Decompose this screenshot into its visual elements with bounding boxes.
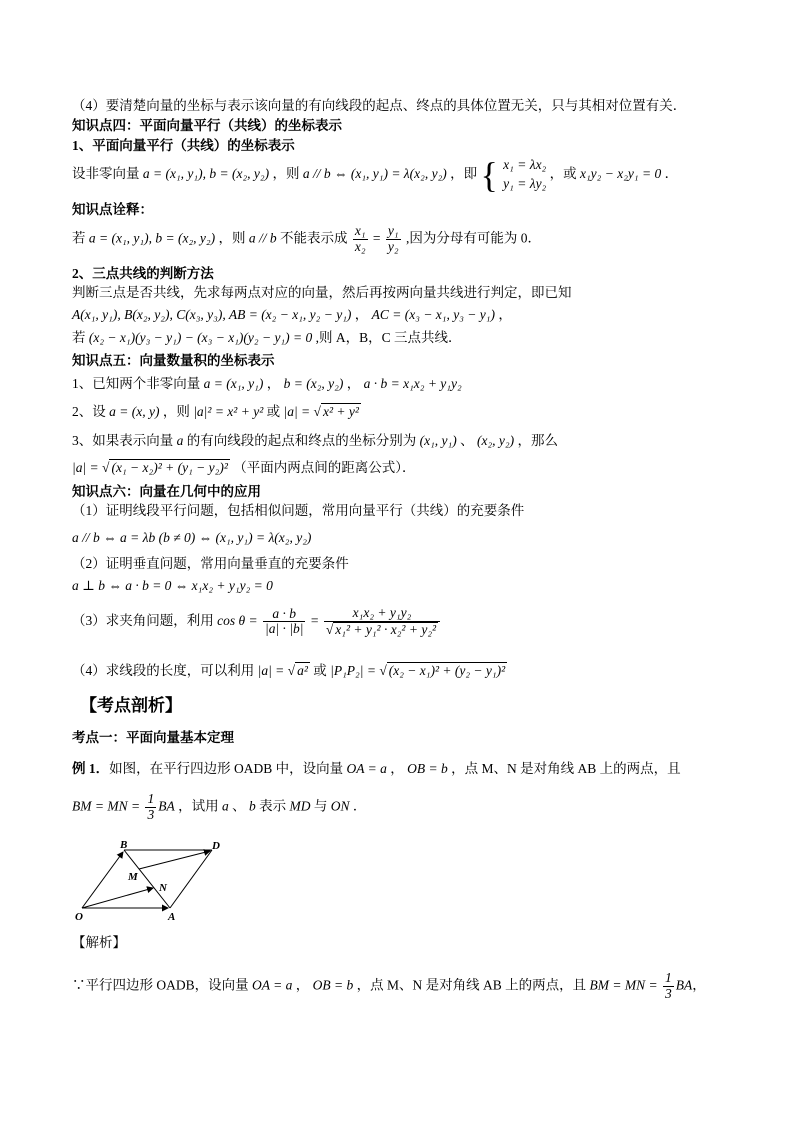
magnitude-line [72, 403, 734, 420]
section-title-analysis [80, 691, 182, 716]
label-a: A [168, 911, 176, 923]
fraction-y1-y2 [386, 224, 401, 255]
formula-b: b = (x₂, y₂) [283, 376, 344, 391]
text-vector-rep: 3、如果表示向量 [72, 433, 174, 448]
vector-md-line [139, 851, 210, 869]
heading-point-six-text: 知识点六：向量在几何中的应用 [72, 484, 261, 499]
application-3: （3）求夹角问题，利用 [72, 612, 214, 628]
text-line-note-4 [72, 98, 734, 114]
point-2: (x₂, y₂) [477, 433, 515, 448]
frac-num: 1 [147, 791, 155, 806]
example-text-1: 如图，在平行四边形 OADB 中，设向量 [109, 761, 344, 776]
heading-explanation-text: 知识点诠释： [72, 202, 153, 217]
comma: ， [390, 761, 404, 776]
formula-dot-product: a · b = x₁x₂ + y₁y₂ [363, 376, 462, 391]
formula-bm-mn: BM = MN = [72, 798, 141, 814]
separator: 、 [232, 798, 246, 814]
text-or: ，或 [549, 165, 577, 181]
frac-den: |a| · |b| [265, 621, 304, 637]
example-text-2: ，点 M、N 是对角线 AB 上的两点，且 [451, 761, 681, 776]
text-then: ，那么 [517, 433, 558, 448]
formula-oa: OA = a [346, 761, 387, 776]
text-then: ，则 [162, 404, 190, 419]
vector-ba: BA [675, 977, 693, 993]
solution-text-2: ，点 M、N 是对角线 AB 上的两点，且 [356, 977, 587, 993]
text-cannot-express: 不能表示成 [279, 230, 348, 246]
section-title-text: 【考点剖析】 [80, 696, 182, 716]
formula-magnitude-squared: |a|² = x² + y² [193, 404, 264, 419]
vector-md: MD [289, 798, 311, 814]
solution-line-1 [72, 971, 734, 1002]
formula-perpendicular-condition: a ⊥ b ⇔ a · b = 0 ⇔ x₁x₂ + y₁y₂ = 0 [72, 578, 273, 593]
system-eq-2: y₁ = λy₂ [503, 175, 547, 191]
solution-heading [72, 935, 734, 951]
equals-sign: = [310, 612, 319, 628]
example-1-line-2 [72, 792, 734, 823]
edge-ob [82, 852, 123, 908]
sqrt-symbol: √ [313, 404, 321, 419]
application-4: （4）求线段的长度，可以利用 [72, 663, 255, 678]
sqrt-radicand: x₁² + y₁² · x₂² + y₂² [335, 621, 437, 637]
heading-point-four-text: 知识点四：平面向量平行（共线）的坐标表示 [72, 118, 342, 133]
sqrt-radicand: (x₂ − x₁)² + (y₂ − y₁)² [388, 663, 506, 678]
formula-ob: OB = b [312, 977, 354, 993]
heading-point-four [72, 118, 734, 134]
frac-num: x₁x₂ + y₁y₂ [324, 606, 440, 622]
vector-on-line [82, 888, 153, 908]
formula-vectors-ab: a = (x₁, y₁), b = (x₂, y₂) [142, 165, 270, 181]
label-n: N [159, 882, 167, 894]
frac-den: √ x₁² + y₁² · x₂² + y₂² [325, 621, 437, 637]
topic-one-heading [72, 730, 734, 746]
subheading-three-points-text: 2、三点共线的判断方法 [72, 266, 214, 281]
note-4-text: （4）要清楚向量的坐标与表示该向量的有向线段的起点、终点的具体位置无关，只与其相对位置有关． [72, 98, 687, 113]
text-then-2: ，则 [218, 230, 246, 246]
fraction-dot-over-magnitudes [263, 607, 305, 638]
formula-oa: OA = a [252, 977, 293, 993]
vector-a: a [176, 433, 184, 448]
vector-a: a [221, 798, 229, 814]
sqrt-radicand: (x₁ − x₂)² + (y₁ − y₂)² [111, 460, 228, 475]
fraction-x1-x2 [353, 224, 368, 255]
edge-ad [170, 850, 212, 908]
application-2: （2）证明垂直问题，常用向量垂直的充要条件 [72, 556, 349, 571]
frac-den: 3 [147, 806, 155, 822]
brace-symbol: { [480, 154, 498, 195]
frac-den: x₂ [354, 238, 366, 254]
distance-intro [72, 433, 734, 449]
formula-magnitude-lhs: |a| = [283, 404, 311, 419]
vector-ba: BA [158, 798, 175, 814]
formula-magnitude-lhs: |a| = [257, 663, 285, 678]
explanation-line [72, 224, 734, 255]
text-or: 或 [266, 404, 281, 419]
three-points-intro [72, 285, 734, 301]
label-nonzero-vectors: 设非零向量 [72, 165, 140, 181]
comma: ， [346, 376, 361, 391]
comma: ， [266, 376, 281, 391]
formula-p1p2: |P₁P₂| = [330, 663, 376, 678]
separator: 、 [460, 433, 474, 448]
text-let: 2、设 [72, 404, 106, 419]
app-1-text [72, 503, 734, 519]
sqrt-radicand: a² [297, 663, 308, 678]
fraction-one-third [663, 971, 674, 1002]
text-endpoints: 的有向线段的起点和终点的坐标分别为 [186, 433, 417, 448]
comma: ， [354, 307, 369, 322]
formula-ob: OB = b [407, 761, 448, 776]
parallelogram-figure [72, 838, 242, 923]
comma: ， [692, 977, 706, 993]
text-or: 或 [313, 663, 327, 678]
equation-system [503, 156, 546, 194]
comma: ， [498, 307, 512, 322]
text-denominator-zero: ,因为分母有可能为 0． [405, 230, 541, 246]
formula-magnitude-lhs: |a| = [72, 460, 99, 475]
sqrt-symbol: √ [287, 663, 296, 678]
label-d: D [212, 840, 220, 852]
formula-parallel-equiv: a // b ⇔ (x₁, y₁) = λ(x₂, y₂) [302, 165, 447, 181]
formula-a: a = (x₁, y₁) [203, 376, 264, 391]
frac-num: a · b [263, 607, 305, 623]
app-3-angle [72, 606, 734, 638]
label-b: B [120, 839, 128, 851]
frac-den: y₂ [387, 238, 399, 254]
formula-cos: cos θ = [217, 612, 258, 628]
label-m: M [128, 871, 138, 883]
subheading-three-points [72, 266, 734, 282]
heading-point-five-text: 知识点五：向量数量积的坐标表示 [72, 353, 275, 368]
text-if: 若 [72, 230, 86, 246]
three-points-coords [72, 307, 734, 323]
app-4-length [72, 662, 734, 679]
formula-cross-product: x₁y₂ − x₂y₁ = 0 [580, 165, 662, 181]
formula-a-xy: a = (x, y) [109, 404, 160, 419]
comma: ， [295, 977, 310, 993]
sqrt-symbol: √ [102, 460, 110, 475]
formula-vectors-ab-2: a = (x₁, y₁), b = (x₂, y₂) [88, 230, 216, 246]
example-label: 例 1． [72, 761, 110, 776]
text-period: ． [664, 165, 679, 181]
application-1: （1）证明线段平行问题，包括相似问题，常用向量平行（共线）的充要条件 [72, 503, 525, 518]
text-use: ，试用 [178, 798, 219, 814]
fraction-one-third [145, 792, 156, 823]
collinear-condition [72, 330, 734, 346]
text-namely: ，即 [450, 165, 478, 181]
text-given-vectors: 1、已知两个非零向量 [72, 376, 201, 391]
system-eq-1: x₁ = λx₂ [503, 157, 547, 172]
solution-label: 【解析】 [72, 935, 126, 950]
heading-point-five [72, 353, 734, 369]
dot-product-line [72, 376, 734, 392]
heading-point-six [72, 484, 734, 500]
text-collinear-conclusion: ,则 A，B，C 三点共线． [315, 330, 462, 345]
solution-text-1: ∵平行四边形 OADB，设向量 [72, 977, 249, 993]
formula-ac: AC = (x₃ − x₁, y₃ − y₁) [371, 307, 495, 322]
distance-formula [72, 459, 734, 476]
sqrt-symbol: √ [379, 663, 387, 678]
vector-on: ON [330, 798, 350, 814]
three-points-intro-text: 判断三点是否共线，先求每两点对应的向量，然后再按两向量共线进行判定，即已知 [72, 285, 572, 300]
formula-bm-mn: BM = MN = [589, 977, 658, 993]
app-2-text [72, 556, 734, 572]
equals-sign: = [372, 230, 381, 246]
app-1-formula [72, 530, 734, 546]
text-period: ． [352, 798, 367, 814]
text-then: ，则 [272, 165, 300, 181]
app-2-formula [72, 578, 734, 594]
frac-den: 3 [664, 985, 672, 1001]
text-if: 若 [72, 330, 86, 345]
parallel-condition-line [72, 156, 734, 194]
frac-num: 1 [664, 970, 672, 985]
sqrt-radicand: x² + y² [322, 404, 359, 419]
point-1: (x₁, y₁) [419, 433, 457, 448]
topic-one-text: 考点一：平面向量基本定理 [72, 730, 234, 745]
formula-points-and-ab: A(x₁, y₁), B(x₂, y₂), C(x₃, y₃), AB = (x₂ − x₁, y₂ − y₁) [72, 307, 352, 322]
formula-a-parallel-b: a // b [248, 230, 277, 246]
subheading-parallel-text: 1、平面向量平行（共线）的坐标表示 [72, 138, 295, 153]
vector-b: b [248, 798, 256, 814]
text-express: 表示 [259, 798, 287, 814]
example-1-line-1 [72, 761, 734, 777]
formula-collinear: (x₂ − x₁)(y₃ − y₁) − (x₃ − x₁)(y₂ − y₁) = 0 [88, 330, 313, 345]
text-and: 与 [313, 798, 328, 814]
heading-explanation [72, 202, 734, 218]
frac-num: x₁ [354, 223, 366, 238]
frac-num: y₁ [387, 223, 399, 238]
label-o: O [75, 911, 83, 923]
formula-parallel-condition: a // b ⇔ a = λb (b ≠ 0) ⇔ (x₁, y₁) = λ(x₂, y₂) [72, 530, 312, 545]
fraction-coords [324, 606, 440, 638]
subheading-parallel-coords [72, 138, 734, 154]
text-distance-formula: （平面内两点间的距离公式）． [233, 460, 416, 475]
